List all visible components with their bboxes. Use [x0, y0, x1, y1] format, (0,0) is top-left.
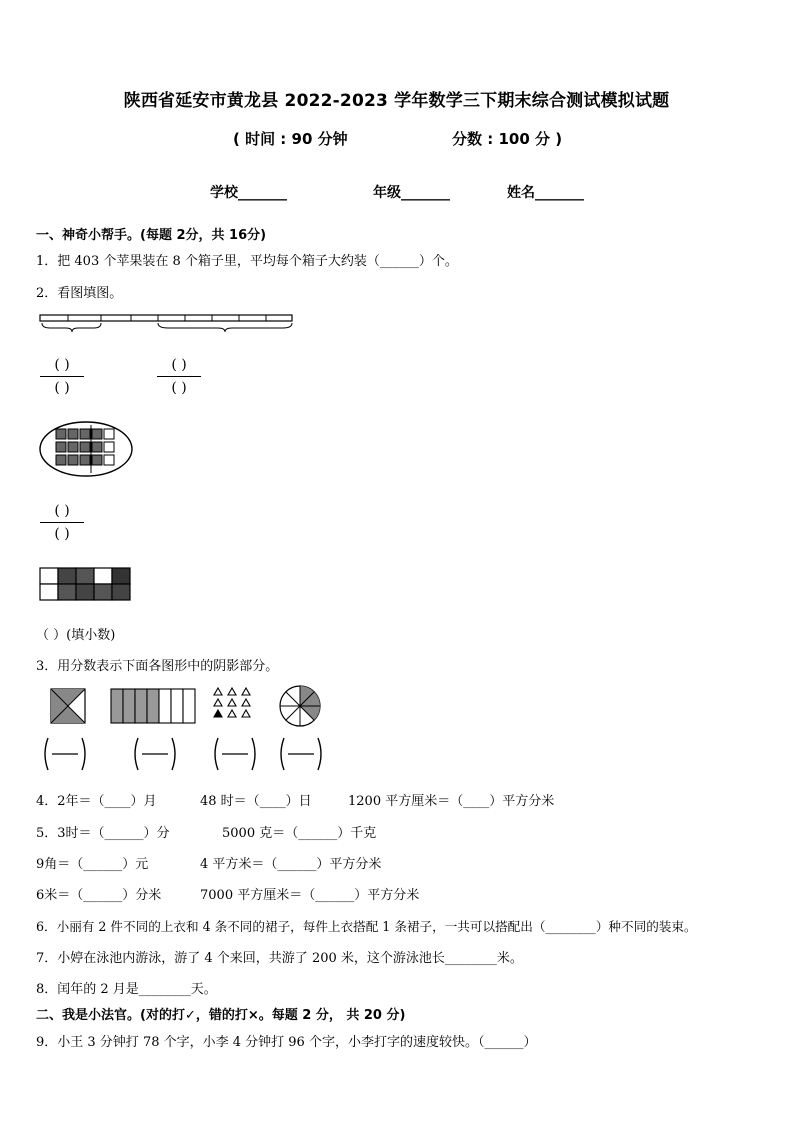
question-5e: 6米＝（______）分米	[36, 888, 162, 903]
question-8: 8．闰年的 2 月是________天。	[36, 982, 217, 997]
question-5a: 5．3时＝（______）分	[36, 826, 170, 841]
triangles-figure	[212, 686, 256, 720]
fraction-answer-4[interactable]	[276, 734, 326, 774]
section-2-heading: 二、我是小法官。(对的打✓，错的打×。每题 2 分， 共 20 分)	[36, 1008, 406, 1023]
rectangle-strips-figure	[110, 688, 196, 724]
question-5b: 5000 克＝（______）千克	[222, 826, 377, 841]
square-diagonal-figure	[50, 688, 86, 724]
name-field[interactable]: 姓名_______	[507, 185, 584, 201]
question-5f: 7000 平方厘米＝（______）平方分米	[200, 888, 420, 903]
question-4a: 4．2年＝（____）月	[36, 794, 157, 809]
circle-sectors-figure	[278, 684, 322, 728]
oval-grid-figure	[38, 420, 136, 478]
question-5c: 9角＝（______）元	[36, 857, 149, 872]
question-3: 3．用分数表示下面各图形中的阴影部分。	[36, 659, 279, 674]
school-field[interactable]: 学校_______	[210, 185, 287, 201]
segmented-bar-figure	[38, 312, 296, 336]
question-9: 9．小王 3 分钟打 78 个字，小李 4 分钟打 96 个字，小李打字的速度较快。（______）	[36, 1035, 537, 1050]
question-6: 6．小丽有 2 件不同的上衣和 4 条不同的裙子，每件上衣搭配 1 条裙子，一共可以搭配出（________）种不同的装束。	[36, 919, 697, 934]
fraction-answer-2[interactable]	[130, 734, 180, 774]
question-1: 1．把 403 个苹果装在 8 个箱子里，平均每个箱子大约装（______）个。	[36, 254, 458, 269]
page-title: 陕西省延安市黄龙县 2022-2023 学年数学三下期末综合测试模拟试题	[123, 91, 670, 111]
question-4c: 1200 平方厘米＝（____）平方分米	[348, 794, 555, 809]
section-1-heading: 一、神奇小帮手。(每题 2分，共 16分)	[36, 228, 267, 243]
question-7: 7．小婷在泳池内游泳，游了 4 个来回，共游了 200 米，这个游泳池长________米。	[36, 951, 523, 966]
shaded-strip-figure	[38, 566, 136, 604]
fraction-blank-2[interactable]: ( ) ( )	[155, 354, 203, 399]
exam-time: ( 时间 : 90 分钟	[233, 130, 348, 148]
decimal-blank[interactable]: （ ）(填小数)	[36, 628, 116, 643]
fraction-blank-3[interactable]: ( ) ( )	[38, 500, 86, 545]
question-4b: 48 时＝（____）日	[200, 794, 312, 809]
question-2: 2．看图填图。	[36, 286, 123, 301]
exam-score: 分数 : 100 分 )	[452, 130, 563, 148]
grade-field[interactable]: 年级_______	[373, 185, 450, 201]
fraction-answer-1[interactable]	[40, 734, 90, 774]
fraction-answer-3[interactable]	[210, 734, 260, 774]
question-5d: 4 平方米＝（______）平方分米	[200, 857, 382, 872]
fraction-blank-1[interactable]: ( ) ( )	[38, 354, 86, 399]
